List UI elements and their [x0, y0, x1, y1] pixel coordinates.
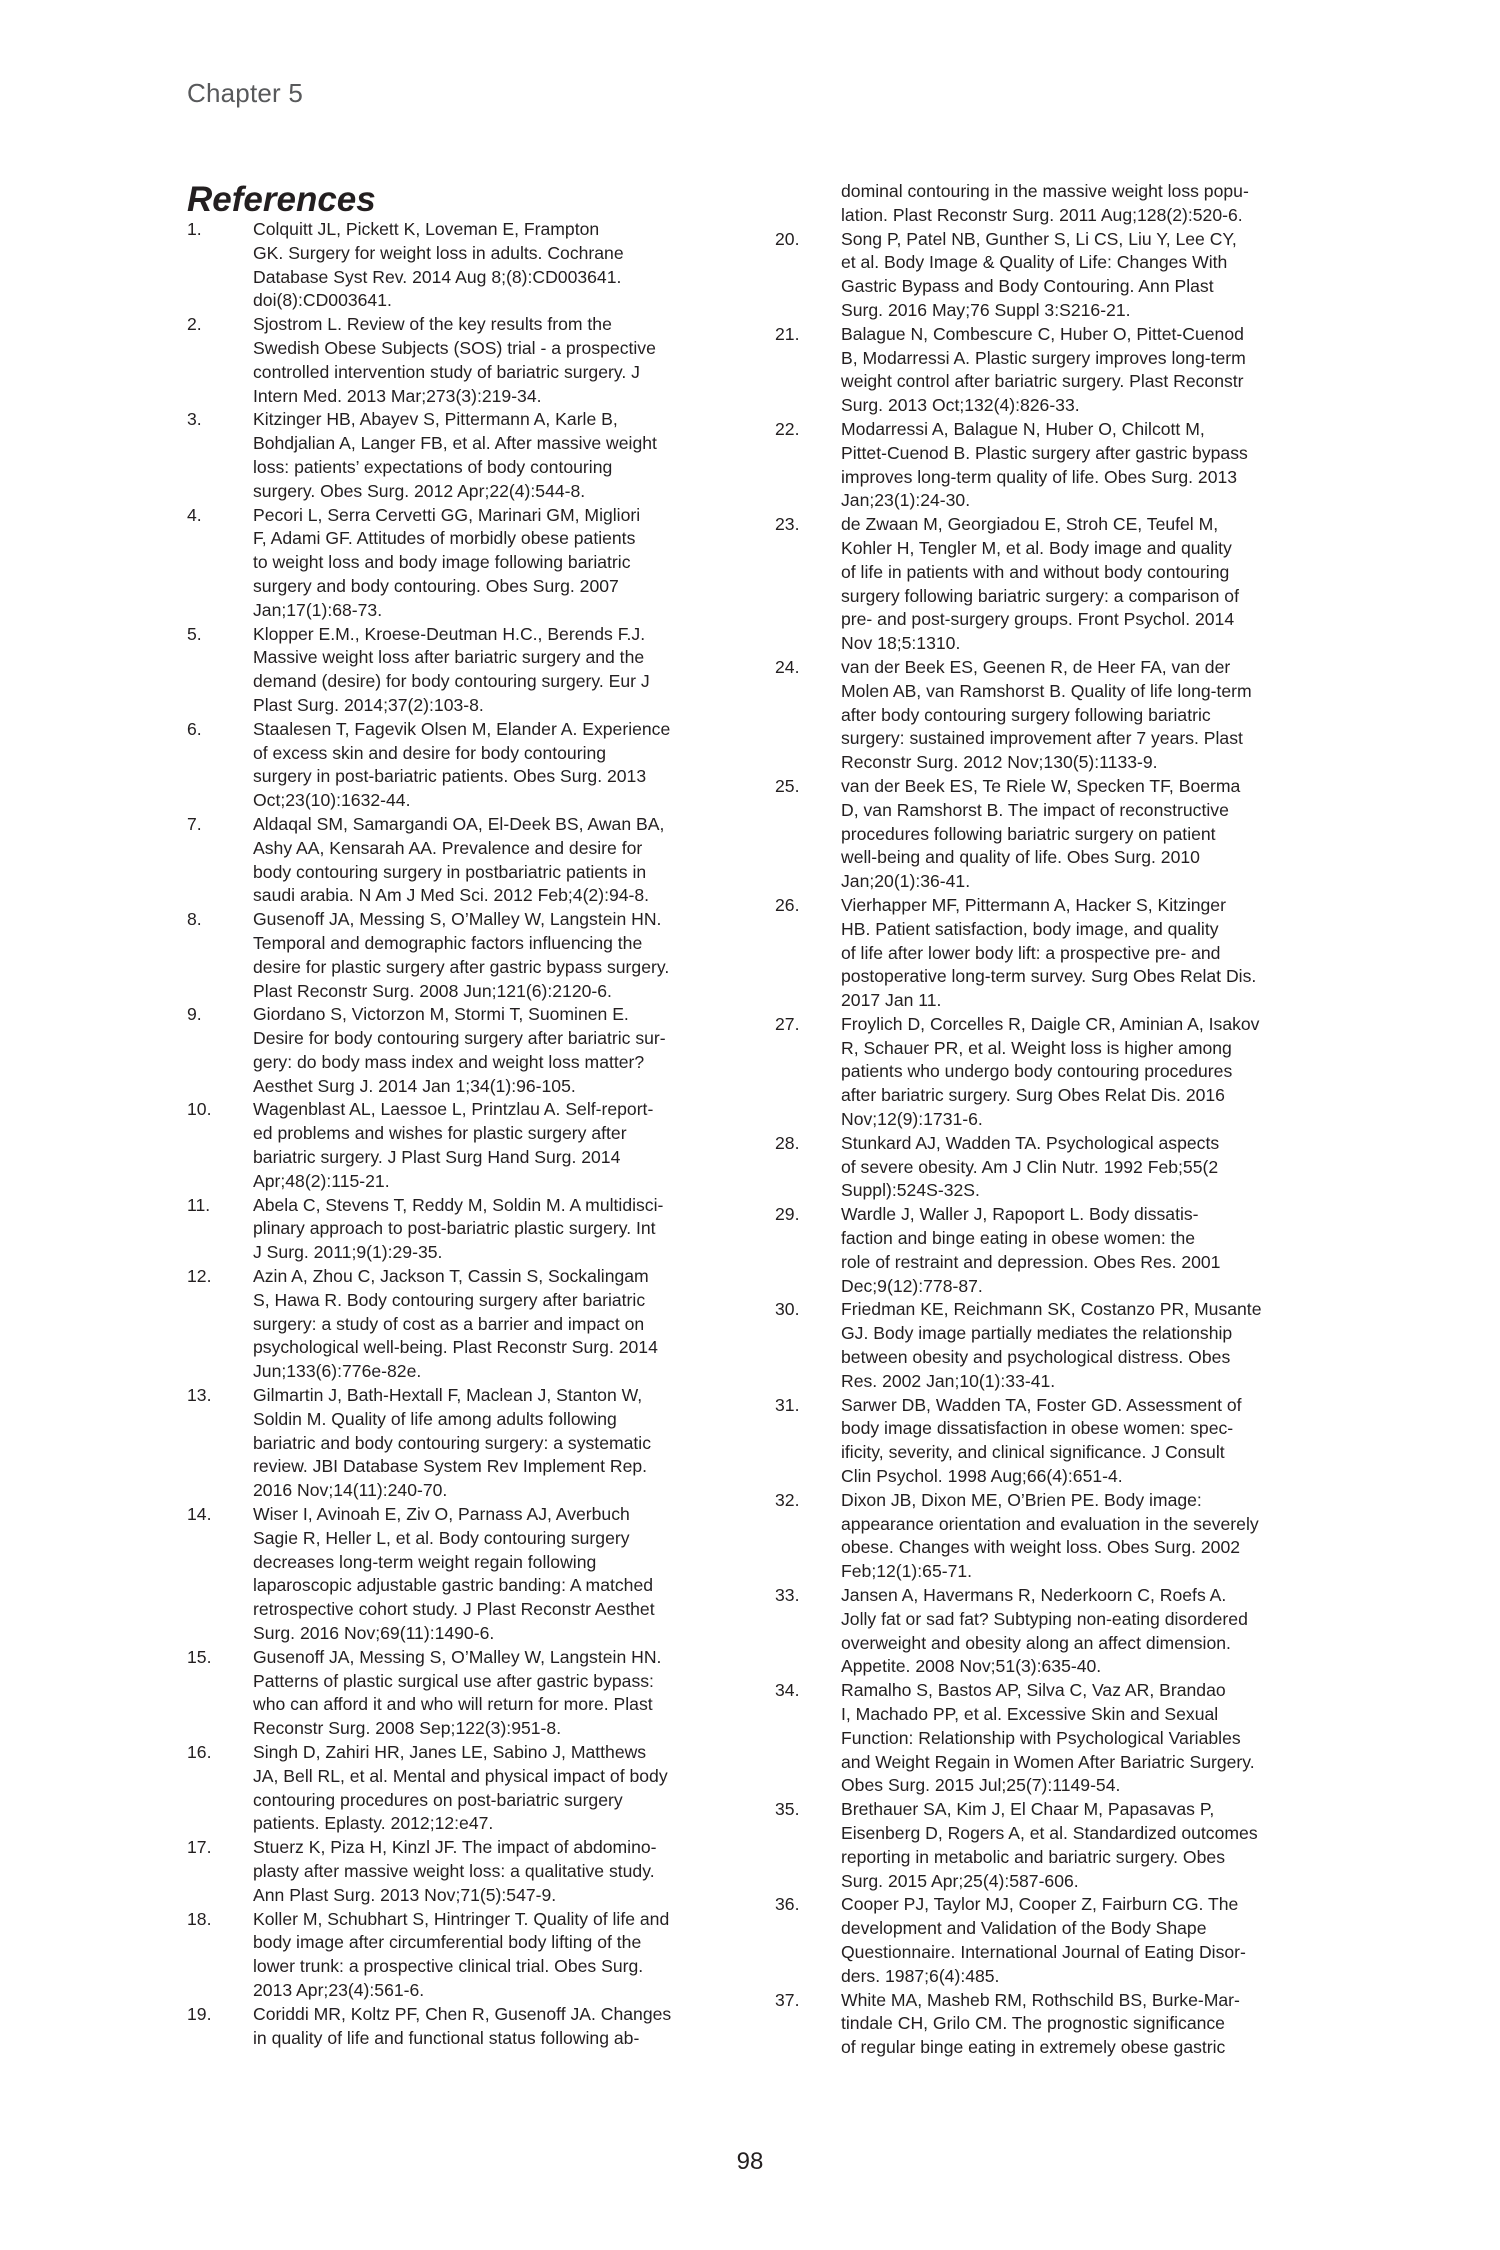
reference-line: lation. Plast Reconstr Surg. 2011 Aug;128(2):520-6. [841, 204, 1243, 225]
reference-line: Surg. 2015 Apr;25(4):587-606. [841, 1870, 1079, 1891]
reference-item [187, 623, 732, 718]
reference-text [841, 323, 1320, 418]
reference-line: Giordano S, Victorzon M, Stormi T, Suominen E. [253, 1004, 629, 1025]
reference-line: Suppl):524S-32S. [841, 1180, 980, 1201]
reference-number: 13. [187, 1385, 212, 1406]
reference-line: desire for plastic surgery after gastric bypass surgery. [253, 956, 670, 977]
reference-continuation [841, 180, 1320, 228]
reference-item [187, 2003, 732, 2051]
reference-line: Apr;48(2):115-21. [253, 1170, 390, 1191]
reference-item [187, 1836, 732, 1907]
reference-number: 1. [187, 219, 202, 239]
reference-line: Swedish Obese Subjects (SOS) trial - a prospective [253, 337, 656, 358]
reference-line: Res. 2002 Jan;10(1):33-41. [841, 1370, 1056, 1391]
reference-item [187, 1741, 732, 1836]
reference-text [253, 313, 732, 408]
reference-number: 10. [187, 1099, 212, 1120]
reference-item [775, 1679, 1320, 1798]
reference-number: 30. [775, 1299, 800, 1320]
reference-line: ders. 1987;6(4):485. [841, 1965, 1000, 1986]
reference-text [253, 1194, 732, 1265]
reference-line: body image after circumferential body lifting of the [253, 1932, 642, 1953]
reference-line: GJ. Body image partially mediates the relationship [841, 1323, 1233, 1344]
reference-item [775, 1298, 1320, 1393]
reference-line: Klopper E.M., Kroese-Deutman H.C., Berends F.J. [253, 623, 646, 644]
reference-number: 14. [187, 1504, 212, 1525]
reference-line: Surg. 2016 Nov;69(11):1490-6. [253, 1623, 495, 1644]
reference-line: surgery in post-bariatric patients. Obes Surg. 2013 [253, 766, 647, 787]
reference-text [841, 1013, 1320, 1132]
reference-line: Gusenoff JA, Messing S, O’Malley W, Langstein HN. [253, 909, 662, 930]
reference-line: Obes Surg. 2015 Jul;25(7):1149-54. [841, 1775, 1121, 1796]
reference-line: B, Modarressi A. Plastic surgery improves long-term [841, 347, 1246, 368]
reference-line: of regular binge eating in extremely obese gastric [841, 2037, 1226, 2058]
reference-text [841, 894, 1320, 1013]
left-column [187, 180, 732, 2050]
reference-line: tindale CH, Grilo CM. The prognostic significance [841, 2013, 1225, 2034]
reference-line: Ashy AA, Kensarah AA. Prevalence and desire for [253, 837, 643, 858]
reference-text [253, 1646, 732, 1741]
reference-item [775, 1584, 1320, 1679]
reference-line: van der Beek ES, Te Riele W, Specken TF, Boerma [841, 775, 1241, 796]
reference-text [841, 418, 1320, 513]
reference-text [253, 408, 732, 503]
reference-number: 21. [775, 323, 800, 344]
reference-item [775, 1798, 1320, 1893]
reference-number: 27. [775, 1013, 800, 1034]
reference-item [187, 1384, 732, 1503]
reference-line: Sarwer DB, Wadden TA, Foster GD. Assessment of [841, 1394, 1242, 1415]
reference-line: Singh D, Zahiri HR, Janes LE, Sabino J, Matthews [253, 1742, 647, 1762]
reference-line: Dec;9(12):778-87. [841, 1275, 983, 1296]
reference-item [187, 1194, 732, 1265]
reference-line: Song P, Patel NB, Gunther S, Li CS, Liu Y, Lee CY, [841, 228, 1237, 249]
references-heading: References [187, 180, 376, 219]
reference-line: weight control after bariatric surgery. Plast Reconstr [841, 371, 1244, 392]
reference-line: Dixon JB, Dixon ME, O’Brien PE. Body image: [841, 1489, 1202, 1510]
reference-number: 5. [187, 623, 202, 644]
reference-number: 9. [187, 1004, 202, 1025]
reference-line: Wiser I, Avinoah E, Ziv O, Parnass AJ, Averbuch [253, 1504, 630, 1525]
reference-text [253, 1741, 732, 1836]
reference-number: 26. [775, 894, 800, 915]
reference-line: surgery and body contouring. Obes Surg. 2007 [253, 575, 619, 596]
reference-text [841, 1798, 1320, 1893]
reference-line: controlled intervention study of bariatric surgery. J [253, 361, 640, 382]
reference-number: 35. [775, 1799, 800, 1820]
reference-line: Pecori L, Serra Cervetti GG, Marinari GM, Migliori [253, 504, 641, 525]
reference-line: contouring procedures on post-bariatric surgery [253, 1789, 623, 1810]
reference-number: 29. [775, 1204, 800, 1225]
reference-line: after body contouring surgery following bariatric [841, 704, 1211, 725]
reference-line: Questionnaire. International Journal of Eating Disor- [841, 1941, 1246, 1962]
reference-line: improves long-term quality of life. Obes Surg. 2013 [841, 466, 1238, 487]
reference-text [253, 1384, 732, 1503]
reference-text [841, 228, 1320, 323]
reference-line: Nov;12(9):1731-6. [841, 1109, 983, 1130]
reference-line: Jansen A, Havermans R, Nederkoorn C, Roefs A. [841, 1585, 1227, 1606]
reference-number: 22. [775, 418, 800, 439]
reference-text [253, 1503, 732, 1646]
reference-line: Modarressi A, Balague N, Huber O, Chilcott M, [841, 418, 1205, 439]
reference-line: overweight and obesity along an affect dimension. [841, 1632, 1231, 1653]
reference-line: role of restraint and depression. Obes Res. 2001 [841, 1251, 1221, 1272]
reference-item [775, 323, 1320, 418]
reference-line: 2017 Jan 11. [841, 990, 942, 1011]
reference-line: bariatric surgery. J Plast Surg Hand Surg. 2014 [253, 1147, 621, 1168]
reference-line: Gastric Bypass and Body Contouring. Ann Plast [841, 276, 1214, 297]
reference-number: 7. [187, 813, 202, 834]
reference-item [775, 1132, 1320, 1203]
reference-line: Ramalho S, Bastos AP, Silva C, Vaz AR, Brandao [841, 1680, 1226, 1701]
reference-item [775, 894, 1320, 1013]
reference-line: surgery following bariatric surgery: a comparison of [841, 585, 1239, 606]
reference-item [187, 218, 732, 313]
reference-line: doi(8):CD003641. [253, 290, 392, 311]
reference-line: of excess skin and desire for body contouring [253, 742, 607, 763]
reference-item [775, 1203, 1320, 1298]
reference-text [841, 1394, 1320, 1489]
reference-number: 32. [775, 1489, 800, 1510]
reference-line: Jolly fat or sad fat? Subtyping non-eating disordered [841, 1608, 1248, 1629]
reference-line: Sagie R, Heller L, et al. Body contouring surgery [253, 1527, 630, 1548]
reference-line: Pittet-Cuenod B. Plastic surgery after gastric bypass [841, 442, 1248, 463]
reference-line: Database Syst Rev. 2014 Aug 8;(8):CD003641. [253, 266, 622, 287]
reference-line: body image dissatisfaction in obese women: spec- [841, 1418, 1234, 1439]
reference-text [253, 813, 732, 908]
reference-line: Friedman KE, Reichmann SK, Costanzo PR, Musante [841, 1299, 1262, 1320]
reference-line: of severe obesity. Am J Clin Nutr. 1992 Feb;55(2 [841, 1156, 1219, 1177]
reference-number: 24. [775, 656, 800, 677]
reference-item [187, 408, 732, 503]
reference-line: ificity, severity, and clinical significance. J Consult [841, 1442, 1225, 1463]
reference-line: Aldaqal SM, Samargandi OA, El-Deek BS, Awan BA, [253, 813, 665, 834]
reference-number: 19. [187, 2003, 212, 2024]
reference-item [187, 1646, 732, 1741]
reference-line: Bohdjalian A, Langer FB, et al. After massive weight [253, 433, 657, 454]
reference-item [775, 1013, 1320, 1132]
reference-line: of life in patients with and without body contouring [841, 561, 1230, 582]
reference-number: 8. [187, 909, 202, 930]
reference-text [253, 718, 732, 813]
reference-text [253, 1265, 732, 1384]
reference-number: 36. [775, 1894, 800, 1915]
reference-line: Stuerz K, Piza H, Kinzl JF. The impact of abdomino- [253, 1837, 657, 1858]
reference-line: Massive weight loss after bariatric surgery and the [253, 647, 645, 668]
reference-line: Coriddi MR, Koltz PF, Chen R, Gusenoff JA. Changes [253, 2003, 672, 2024]
reference-line: F, Adami GF. Attitudes of morbidly obese patients [253, 528, 636, 549]
reference-line: body contouring surgery in postbariatric patients in [253, 861, 647, 882]
reference-text [253, 1098, 732, 1193]
reference-line: Staalesen T, Fagevik Olsen M, Elander A. Experience [253, 718, 671, 739]
reference-text [253, 218, 732, 313]
reference-line: Gilmartin J, Bath-Hextall F, Maclean J, Stanton W, [253, 1385, 643, 1406]
reference-line: loss: patients’ expectations of body contouring [253, 456, 613, 477]
reference-item [775, 513, 1320, 656]
reference-line: I, Machado PP, et al. Excessive Skin and Sexual [841, 1704, 1219, 1724]
left-reference-list [187, 218, 732, 2050]
reference-line: of life after lower body lift: a prospective pre- and [841, 942, 1221, 963]
reference-line: Wagenblast AL, Laessoe L, Printzlau A. Self-report- [253, 1099, 654, 1120]
reference-line: appearance orientation and evaluation in the severely [841, 1513, 1259, 1534]
reference-line: patients. Eplasty. 2012;12:e47. [253, 1813, 494, 1834]
reference-line: surgery. Obes Surg. 2012 Apr;22(4):544-8. [253, 480, 586, 501]
reference-item [775, 775, 1320, 894]
reference-number: 33. [775, 1585, 800, 1606]
reference-number: 3. [187, 409, 202, 430]
reference-line: Brethauer SA, Kim J, El Chaar M, Papasavas P, [841, 1799, 1215, 1820]
reference-line: 2013 Apr;23(4):561-6. [253, 1979, 425, 2000]
reference-number: 11. [187, 1194, 211, 1215]
reference-line: to weight loss and body image following bariatric [253, 552, 631, 573]
reference-number: 23. [775, 514, 800, 535]
reference-line: S, Hawa R. Body contouring surgery after bariatric [253, 1289, 646, 1310]
reference-line: demand (desire) for body contouring surgery. Eur J [253, 671, 650, 692]
reference-line: surgery: sustained improvement after 7 years. Plast [841, 728, 1243, 749]
reference-line: obese. Changes with weight loss. Obes Surg. 2002 [841, 1537, 1241, 1558]
reference-item [775, 1989, 1320, 2060]
reference-item [187, 908, 732, 1003]
reference-text [253, 504, 732, 623]
right-reference-list [775, 228, 1320, 2060]
reference-line: White MA, Masheb RM, Rothschild BS, Burke-Mar- [841, 1989, 1240, 2010]
reference-line: Surg. 2013 Oct;132(4):826-33. [841, 395, 1080, 416]
right-column [775, 180, 1320, 2060]
reference-line: Jun;133(6):776e-82e. [253, 1361, 422, 1382]
reference-line: saudi arabia. N Am J Med Sci. 2012 Feb;4(2):94-8. [253, 885, 650, 906]
reference-line: Gusenoff JA, Messing S, O’Malley W, Langstein HN. [253, 1646, 662, 1667]
reference-line: gery: do body mass index and weight loss matter? [253, 1051, 645, 1072]
reference-text [841, 1989, 1320, 2060]
reference-line: plasty after massive weight loss: a qualitative study. [253, 1860, 655, 1881]
reference-line: Appetite. 2008 Nov;51(3):635-40. [841, 1656, 1102, 1677]
reference-line: HB. Patient satisfaction, body image, and quality [841, 918, 1219, 939]
reference-line: Jan;17(1):68-73. [253, 599, 383, 620]
reference-item [187, 1265, 732, 1384]
reference-line: between obesity and psychological distress. Obes [841, 1347, 1231, 1368]
reference-line: surgery: a study of cost as a barrier and impact on [253, 1313, 645, 1334]
reference-line: Eisenberg D, Rogers A, et al. Standardized outcomes [841, 1822, 1258, 1843]
reference-number: 37. [775, 1989, 800, 2010]
reference-line: patients who undergo body contouring procedures [841, 1061, 1233, 1082]
reference-line: Kitzinger HB, Abayev S, Pittermann A, Karle B, [253, 409, 618, 430]
reference-line: Sjostrom L. Review of the key results from the [253, 314, 612, 335]
reference-line: Vierhapper MF, Pittermann A, Hacker S, Kitzinger [841, 894, 1226, 915]
reference-line: Feb;12(1):65-71. [841, 1561, 973, 1582]
reference-line: pre- and post-surgery groups. Front Psychol. 2014 [841, 609, 1235, 630]
reference-line: Plast Surg. 2014;37(2):103-8. [253, 694, 484, 715]
reference-text [841, 775, 1320, 894]
reference-line: Intern Med. 2013 Mar;273(3):219-34. [253, 385, 542, 406]
reference-line: Temporal and demographic factors influencing the [253, 932, 643, 953]
reference-line: R, Schauer PR, et al. Weight loss is higher among [841, 1037, 1232, 1058]
reference-line: Kohler H, Tengler M, et al. Body image and quality [841, 537, 1232, 558]
reference-line: ed problems and wishes for plastic surgery after [253, 1123, 627, 1144]
reference-line: Surg. 2016 May;76 Suppl 3:S216-21. [841, 299, 1131, 320]
reference-number: 2. [187, 314, 202, 335]
reference-number: 15. [187, 1646, 212, 1667]
reference-line: reporting in metabolic and bariatric surgery. Obes [841, 1846, 1225, 1867]
reference-item [187, 718, 732, 813]
reference-text [841, 513, 1320, 656]
reference-item [187, 1503, 732, 1646]
reference-text [253, 623, 732, 718]
reference-text [253, 908, 732, 1003]
reference-number: 20. [775, 228, 800, 249]
reference-line: Oct;23(10):1632-44. [253, 790, 411, 811]
reference-item [187, 1003, 732, 1098]
reference-line: after bariatric surgery. Surg Obes Relat Dis. 2016 [841, 1085, 1225, 1106]
reference-line: retrospective cohort study. J Plast Reconstr Aesthet [253, 1599, 655, 1620]
reference-line: procedures following bariatric surgery on patient [841, 823, 1216, 844]
reference-line: and Weight Regain in Women After Bariatric Surgery. [841, 1751, 1255, 1772]
reference-item [187, 813, 732, 908]
page-number: 98 [736, 2148, 764, 2175]
reference-item [775, 656, 1320, 775]
reference-line: Patterns of plastic surgical use after gastric bypass: [253, 1670, 654, 1691]
reference-line: Koller M, Schubhart S, Hintringer T. Quality of life and [253, 1908, 670, 1929]
reference-item [187, 1098, 732, 1193]
reference-line: Nov 18;5:1310. [841, 633, 961, 654]
reference-line: JA, Bell RL, et al. Mental and physical impact of body [253, 1765, 668, 1786]
reference-line: GK. Surgery for weight loss in adults. Cochrane [253, 242, 624, 263]
reference-item [775, 1893, 1320, 1988]
reference-line: Cooper PJ, Taylor MJ, Cooper Z, Fairburn CG. The [841, 1894, 1239, 1915]
reference-text [841, 1893, 1320, 1988]
reference-line: Molen AB, van Ramshorst B. Quality of life long-term [841, 680, 1252, 701]
reference-item [775, 228, 1320, 323]
reference-line: Reconstr Surg. 2008 Sep;122(3):951-8. [253, 1718, 562, 1739]
reference-number: 28. [775, 1132, 800, 1153]
reference-line: Function: Relationship with Psychological Variables [841, 1727, 1241, 1748]
reference-line: bariatric and body contouring surgery: a systematic [253, 1432, 652, 1453]
reference-line: Soldin M. Quality of life among adults following [253, 1408, 617, 1429]
reference-text [253, 1003, 732, 1098]
reference-item [775, 1394, 1320, 1489]
reference-text [841, 1132, 1320, 1203]
reference-item [775, 1489, 1320, 1584]
reference-line: postoperative long-term survey. Surg Obes Relat Dis. [841, 966, 1257, 987]
reference-text [253, 1836, 732, 1907]
reference-line: van der Beek ES, Geenen R, de Heer FA, van der [841, 656, 1231, 677]
reference-item [187, 313, 732, 408]
reference-line: Azin A, Zhou C, Jackson T, Cassin S, Sockalingam [253, 1266, 649, 1287]
reference-item [187, 1908, 732, 2003]
reference-line: in quality of life and functional status following ab- [253, 2027, 640, 2048]
reference-line: who can afford it and who will return for more. Plast [253, 1694, 653, 1715]
reference-line: 2016 Nov;14(11):240-70. [253, 1480, 448, 1501]
reference-line: Colquitt JL, Pickett K, Loveman E, Frampton [253, 219, 600, 239]
reference-line: Froylich D, Corcelles R, Daigle CR, Aminian A, Isakov [841, 1013, 1260, 1034]
reference-number: 12. [187, 1266, 212, 1287]
reference-line: Reconstr Surg. 2012 Nov;130(5):1133-9. [841, 752, 1158, 773]
reference-line: development and Validation of the Body Shape [841, 1918, 1207, 1939]
reference-line: Jan;20(1):36-41. [841, 871, 971, 892]
reference-text [841, 1679, 1320, 1798]
reference-line: Desire for body contouring surgery after bariatric sur- [253, 1028, 666, 1049]
reference-text [253, 1908, 732, 2003]
reference-line: psychological well-being. Plast Reconstr Surg. 2014 [253, 1337, 658, 1358]
reference-number: 16. [187, 1742, 212, 1762]
reference-line: faction and binge eating in obese women: the [841, 1228, 1196, 1249]
reference-line: Jan;23(1):24-30. [841, 490, 971, 511]
reference-line: et al. Body Image & Quality of Life: Changes With [841, 252, 1228, 273]
reference-line: lower trunk: a prospective clinical trial. Obes Surg. [253, 1956, 644, 1977]
reference-text [841, 1203, 1320, 1298]
reference-item [187, 504, 732, 623]
reference-number: 17. [187, 1837, 212, 1858]
reference-line: Abela C, Stevens T, Reddy M, Soldin M. A multidisci- [253, 1194, 664, 1215]
reference-number: 6. [187, 718, 202, 739]
reference-text [841, 656, 1320, 775]
reference-number: 25. [775, 775, 800, 796]
reference-line: decreases long-term weight regain following [253, 1551, 597, 1572]
reference-text [841, 1584, 1320, 1679]
reference-line: laparoscopic adjustable gastric banding: A matched [253, 1575, 654, 1596]
reference-line: Plast Reconstr Surg. 2008 Jun;121(6):2120-6. [253, 980, 612, 1001]
reference-line: Clin Psychol. 1998 Aug;66(4):651-4. [841, 1466, 1123, 1487]
reference-line: Balague N, Combescure C, Huber O, Pittet-Cuenod [841, 323, 1244, 344]
reference-number: 18. [187, 1908, 212, 1929]
reference-line: plinary approach to post-bariatric plastic surgery. Int [253, 1218, 656, 1239]
reference-line: de Zwaan M, Georgiadou E, Stroh CE, Teufel M, [841, 514, 1219, 535]
reference-line: Stunkard AJ, Wadden TA. Psychological aspects [841, 1132, 1220, 1153]
reference-line: Aesthet Surg J. 2014 Jan 1;34(1):96-105. [253, 1075, 576, 1096]
reference-item [775, 418, 1320, 513]
reference-text [841, 1298, 1320, 1393]
chapter-title: Chapter 5 [187, 78, 303, 108]
reference-line: J Surg. 2011;9(1):29-35. [253, 1242, 443, 1263]
reference-text [253, 2003, 732, 2051]
reference-text [841, 1489, 1320, 1584]
reference-line: dominal contouring in the massive weight loss popu- [841, 181, 1249, 201]
reference-line: D, van Ramshorst B. The impact of reconstructive [841, 799, 1229, 820]
reference-number: 4. [187, 504, 202, 525]
reference-line: well-being and quality of life. Obes Surg. 2010 [841, 847, 1200, 868]
reference-line: Ann Plast Surg. 2013 Nov;71(5):547-9. [253, 1884, 557, 1905]
reference-line: Wardle J, Waller J, Rapoport L. Body dissatis- [841, 1204, 1199, 1225]
reference-line: review. JBI Database System Rev Implement Rep. [253, 1456, 648, 1477]
reference-number: 34. [775, 1680, 800, 1701]
reference-number: 31. [775, 1394, 800, 1415]
